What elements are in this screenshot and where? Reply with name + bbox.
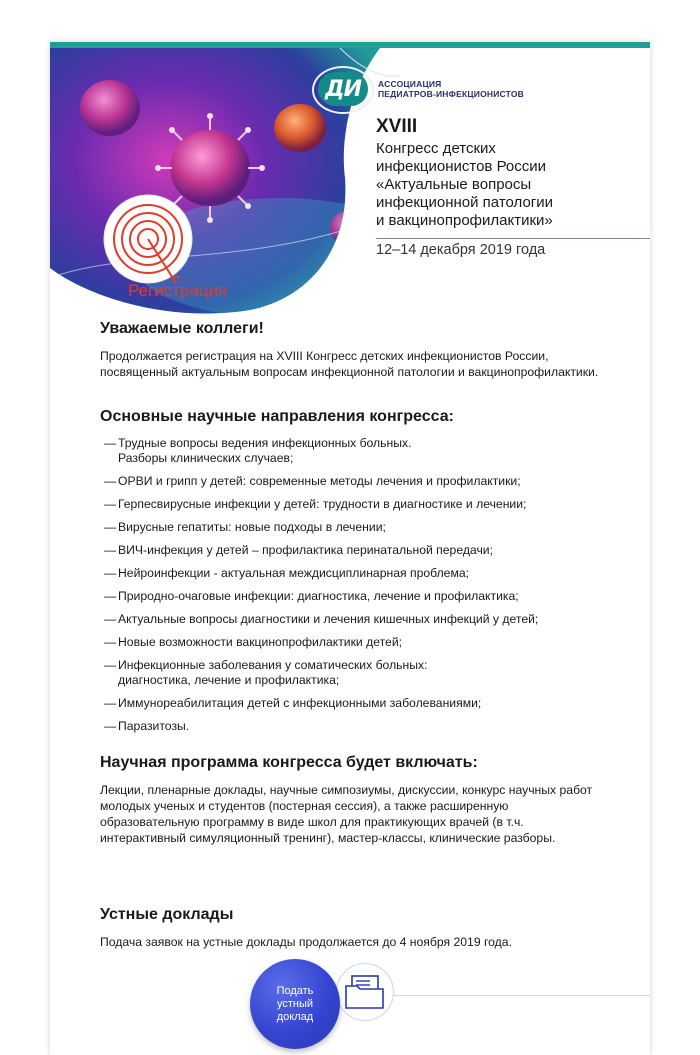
divider-line bbox=[390, 995, 650, 996]
program-text: Лекции, пленарные доклады, научные симпозиумы, дискуссии, конкурс научных работ молодых ученых и студентов (постерная сессия), а также расширенную образовательную программу в виде школ для практикующих врачей (в т.ч. интерактивный симуляционный тренинг), мастер-классы, клинические разборы. bbox=[100, 783, 593, 845]
directions-list bbox=[100, 436, 600, 734]
list-item: — Новые возможности вакцинопрофилактики детей; bbox=[100, 635, 600, 650]
title-line-4: инфекционной патологии bbox=[376, 194, 554, 211]
logo-letters: ДИ bbox=[324, 76, 361, 102]
list-item: — Инфекционные заболевания у соматических больных: диагностика, лечение и профилактика; bbox=[100, 658, 600, 688]
list-item: — Вирусные гепатиты: новые подходы в лечении; bbox=[100, 520, 600, 535]
list-item: — Паразитозы. bbox=[100, 719, 600, 734]
list-item: — Актуальные вопросы диагностики и лечения кишечных инфекций у детей; bbox=[100, 612, 600, 627]
title-line-5: и вакцинопрофилактики» bbox=[376, 212, 553, 229]
association-line-2: ПЕДИАТРОВ-ИНФЕКЦИОНИСТОВ bbox=[378, 89, 524, 99]
list-item: — Герпесвирусные инфекции у детей: трудности в диагностике и лечении; bbox=[100, 497, 600, 512]
association-logo bbox=[318, 72, 524, 106]
list-item: — Природно-очаговые инфекции: диагностика, лечение и профилактика; bbox=[100, 589, 600, 604]
submit-area bbox=[250, 959, 650, 1055]
list-item: — ВИЧ-инфекция у детей – профилактика перинатальной передачи; bbox=[100, 543, 600, 558]
button-label-3: доклад bbox=[276, 1010, 314, 1023]
association-name bbox=[378, 79, 524, 99]
greeting-text: Продолжается регистрация на XVIII Конгресс детских инфекционистов России, посвященный актуальным вопросам инфекционной патологии и вакцинопрофилактики. bbox=[100, 349, 599, 379]
register-label[interactable]: Регистрация bbox=[128, 281, 228, 300]
title-line-1: Конгресс детских bbox=[376, 140, 496, 157]
title-line-2: инфекционистов России bbox=[376, 158, 547, 175]
list-item: — ОРВИ и грипп у детей: современные методы лечения и профилактики; bbox=[100, 474, 600, 489]
logo-badge bbox=[318, 72, 368, 106]
greeting-section bbox=[100, 320, 600, 380]
hero-banner bbox=[50, 48, 650, 318]
oral-text: Подача заявок на устные доклады продолжается до 4 ноября 2019 года. bbox=[100, 935, 512, 949]
submit-oral-report-button[interactable] bbox=[250, 959, 340, 1049]
title-line-3: «Актуальные вопросы bbox=[376, 176, 532, 193]
greeting-heading: Уважаемые коллеги! bbox=[100, 320, 264, 337]
button-label-1: Подать bbox=[276, 984, 314, 997]
congress-date: 12–14 декабря 2019 года bbox=[376, 242, 546, 258]
register-button[interactable] bbox=[100, 193, 200, 293]
list-item: — Трудные вопросы ведения инфекционных больных. Разборы клинических случаев; bbox=[100, 436, 600, 466]
oral-section bbox=[100, 906, 600, 950]
newsletter-card bbox=[50, 42, 650, 1055]
program-heading: Научная программа конгресса будет включать: bbox=[100, 754, 478, 771]
directions-section bbox=[100, 408, 600, 742]
program-section bbox=[100, 754, 600, 846]
title-divider bbox=[376, 238, 650, 239]
button-label-2: устный bbox=[276, 997, 314, 1010]
folder-badge bbox=[336, 963, 394, 1021]
association-line-1: АССОЦИАЦИЯ bbox=[378, 79, 442, 89]
list-item: — Нейроинфекции - актуальная междисциплинарная проблема; bbox=[100, 566, 600, 581]
folder-icon bbox=[337, 964, 393, 1020]
oral-heading: Устные доклады bbox=[100, 906, 234, 923]
list-item: — Иммунореабилитация детей с инфекционными заболеваниями; bbox=[100, 696, 600, 711]
directions-heading: Основные научные направления конгресса: bbox=[100, 408, 454, 425]
congress-number: XVIII bbox=[376, 116, 418, 137]
congress-title bbox=[376, 140, 646, 230]
